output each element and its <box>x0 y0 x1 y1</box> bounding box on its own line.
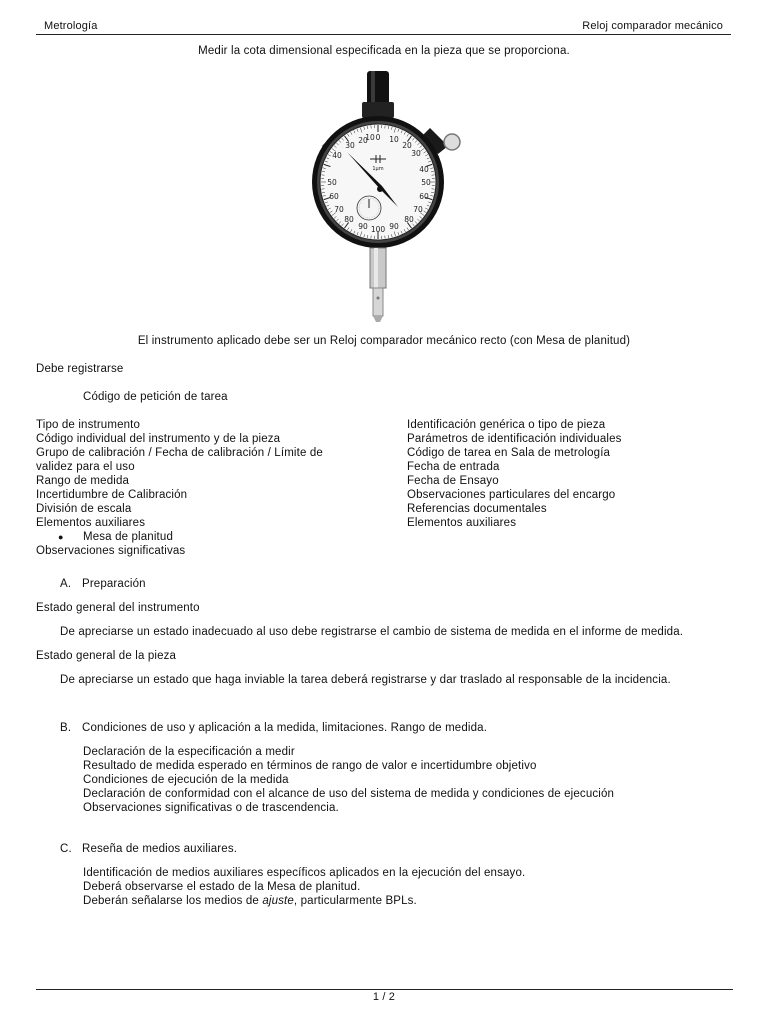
page-number: 1 / 2 <box>372 991 396 1003</box>
bullet-icon: ● <box>58 532 64 542</box>
header-left: Metrología <box>44 20 98 32</box>
svg-text:90: 90 <box>358 222 368 231</box>
left-col-item: División de escala <box>36 503 132 515</box>
section-b-heading: B. Condiciones de uso y aplicación a la medida, limitaciones. Rango de medida. <box>60 722 488 734</box>
gauge-cap <box>367 71 389 107</box>
section-b-item: Declaración de la especificación a medir <box>83 746 295 758</box>
svg-text:10: 10 <box>365 133 375 142</box>
task-code-label: Código de petición de tarea <box>83 391 228 403</box>
svg-text:30: 30 <box>345 141 355 150</box>
left-col-item: Incertidumbre de Calibración <box>36 489 188 501</box>
header-rule <box>36 34 731 35</box>
gauge-tip <box>373 316 383 322</box>
svg-text:40: 40 <box>332 151 342 160</box>
right-col-item: Observaciones particulares del encargo <box>407 489 616 501</box>
instrument-line: El instrumento aplicado debe ser un Reloj comparador mecánico recto (con Mesa de planitud) <box>137 335 631 347</box>
svg-text:70: 70 <box>334 205 344 214</box>
right-col-item: Elementos auxiliares <box>407 517 517 529</box>
svg-text:50: 50 <box>421 178 431 187</box>
right-col-item: Fecha de entrada <box>407 461 500 473</box>
section-b-item: Condiciones de ejecución de la medida <box>83 774 289 786</box>
left-col-item: Elementos auxiliares <box>36 517 146 529</box>
gauge-stem-top <box>362 102 394 118</box>
svg-text:90: 90 <box>389 222 399 231</box>
left-col-item: Código individual del instrumento y de la pieza <box>36 433 281 445</box>
gauge-unit: 1µm <box>372 166 384 172</box>
right-col-item: Código de tarea en Sala de metrología <box>407 447 611 459</box>
left-col-item: Tipo de instrumento <box>36 419 141 431</box>
svg-text:10: 10 <box>389 135 399 144</box>
right-col-item: Fecha de Ensayo <box>407 475 499 487</box>
svg-text:80: 80 <box>344 215 354 224</box>
header-right: Reloj comparador mecánico <box>582 20 723 32</box>
svg-text:20: 20 <box>402 141 412 150</box>
section-c-heading: C. Reseña de medios auxiliares. <box>60 843 238 855</box>
svg-text:70: 70 <box>413 205 423 214</box>
svg-text:50: 50 <box>327 178 337 187</box>
intro-text: Medir la cota dimensional especificada en la pieza que se proporciona. <box>198 45 570 57</box>
right-column <box>407 418 622 530</box>
svg-text:60: 60 <box>419 192 429 201</box>
section-b-item: Observaciones significativas o de trascendencia. <box>83 802 339 814</box>
right-col-item: Referencias documentales <box>407 503 547 515</box>
section-b-list <box>83 745 614 815</box>
svg-text:40: 40 <box>419 165 429 174</box>
aux-bullet-item <box>36 530 323 544</box>
left-col-item: Grupo de calibración / Fecha de calibración / Límite de <box>36 447 323 459</box>
svg-text:100: 100 <box>370 225 386 234</box>
dial-gauge-image <box>300 66 470 324</box>
svg-text:60: 60 <box>329 192 339 201</box>
gauge-spindle <box>373 288 383 316</box>
section-b-item: Declaración de conformidad con el alcance de uso del sistema de medida y condiciones de ejecución <box>83 788 615 800</box>
section-a-heading: A. Preparación <box>60 578 146 590</box>
piece-state-text: De apreciarse un estado que haga inviable la tarea deberá registrarse y dar traslado al responsable de la incidencia. <box>60 674 671 686</box>
left-col-item: validez para el uso <box>36 461 135 473</box>
must-register-heading: Debe registrarse <box>36 363 124 375</box>
section-c-line: Identificación de medios auxiliares específicos aplicados en la ejecución del ensayo. <box>83 867 526 879</box>
right-col-item: Parámetros de identificación individuales <box>407 433 622 445</box>
section-b-item: Resultado de medida esperado en términos de rango de valor e incertidumbre objetivo <box>83 760 537 772</box>
section-c-line: Deberá observarse el estado de la Mesa de planitud. <box>83 881 361 893</box>
piece-state-heading: Estado general de la pieza <box>36 650 177 662</box>
left-column <box>36 418 323 558</box>
left-col-item: Rango de medida <box>36 475 130 487</box>
section-c-line: Deberán señalarse los medios de ajuste, particularmente BPLs. <box>83 895 417 907</box>
section-c-body <box>83 866 525 908</box>
instrument-state-text: De apreciarse un estado inadecuado al uso debe registrarse el cambio de sistema de medida en el informe de medida. <box>60 626 684 638</box>
gauge-knob <box>444 134 460 150</box>
aux-bullet-label: Mesa de planitud <box>83 531 173 543</box>
svg-text:80: 80 <box>404 215 414 224</box>
right-col-item: Identificación genérica o tipo de pieza <box>407 419 606 431</box>
svg-text:20: 20 <box>358 136 368 145</box>
svg-text:0: 0 <box>375 133 381 142</box>
left-col-item: Observaciones significativas <box>36 545 186 557</box>
instrument-state-heading: Estado general del instrumento <box>36 602 200 614</box>
svg-text:30: 30 <box>411 149 421 158</box>
